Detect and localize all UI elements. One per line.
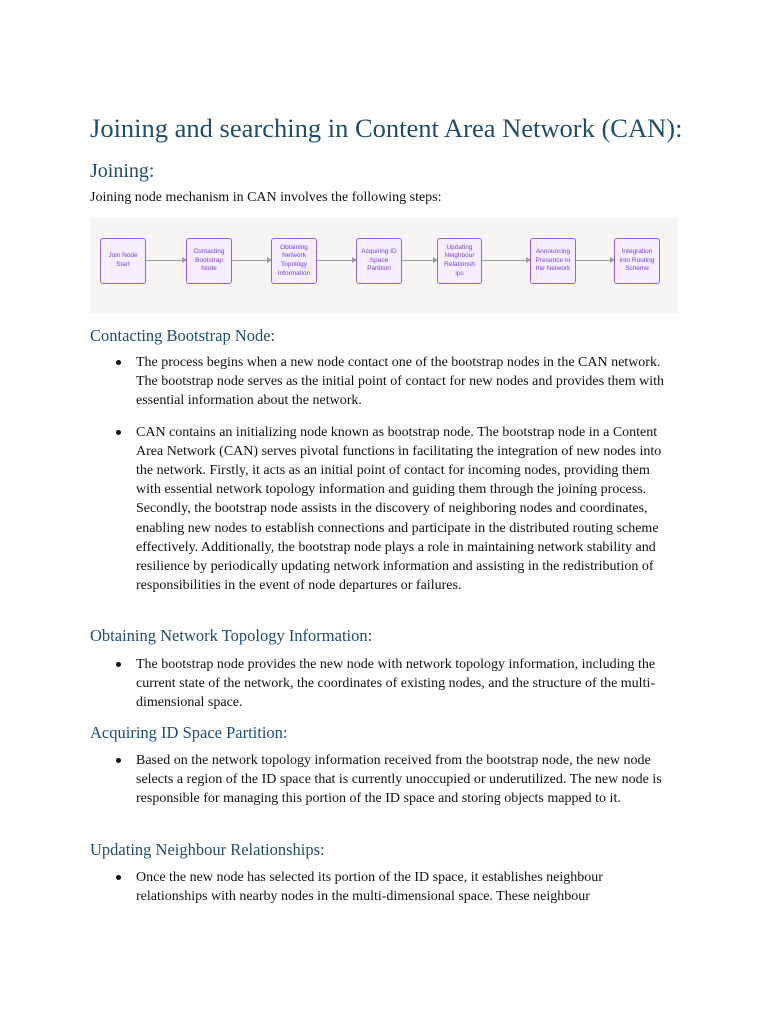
flow-node-acquiring-id: Acquiring ID Space Partition — [356, 238, 402, 284]
bullet-list — [0, 751, 676, 809]
bullet-list — [0, 353, 676, 595]
section-heading-obtaining-topology: Obtaining Network Topology Information: — [90, 626, 373, 645]
flow-node-join-start: Join Node Start — [100, 238, 146, 284]
flow-arrow — [146, 260, 186, 261]
list-item: The bootstrap node provides the new node with network topology information, including the current state of the network, the coordinates of existing nodes, and the structure of the multi-dimensional space. — [0, 655, 676, 713]
joining-flowchart — [90, 218, 678, 313]
section-heading-updating-neighbour: Updating Neighbour Relationships: — [90, 840, 325, 859]
flow-arrow — [576, 260, 614, 261]
flow-arrow — [317, 260, 356, 261]
list-item: The process begins when a new node contact one of the bootstrap nodes in the CAN network. The bootstrap node serves as the initial point of contact for new nodes and provides them with essential information about the network. — [0, 353, 676, 411]
bullet-list — [0, 655, 676, 713]
flow-arrow — [482, 260, 530, 261]
list-item: Once the new node has selected its portion of the ID space, it establishes neighbour relationships with nearby nodes in the multi-dimensional space. These neighbour — [0, 868, 676, 906]
flow-arrow — [232, 260, 271, 261]
joining-heading: Joining: — [90, 160, 155, 182]
page-title: Joining and searching in Content Area Network (CAN): — [90, 113, 683, 143]
flow-arrow — [402, 260, 437, 261]
intro-text: Joining node mechanism in CAN involves the following steps: — [90, 190, 442, 205]
list-item: Based on the network topology information received from the bootstrap node, the new node selects a region of the ID space that is currently unoccupied or underutilized. The new node is responsible for managing this portion of the ID space and storing objects mapped to it. — [0, 751, 676, 809]
flow-node-contacting-bootstrap: Contacting Bootstrap Node — [186, 238, 232, 284]
flow-node-updating-neighbour: Updating Neighbour Relationsh ips — [437, 238, 482, 284]
flow-node-obtaining-topology: Obtaining Network Topology Information — [271, 238, 317, 284]
section-heading-contacting-bootstrap: Contacting Bootstrap Node: — [90, 326, 276, 345]
section-heading-acquiring-id: Acquiring ID Space Partition: — [90, 723, 288, 742]
bullet-list — [0, 868, 676, 906]
flow-node-announcing-presence: Announcing Presence to the Network — [530, 238, 576, 284]
flow-node-integration-routing: Integration into Routing Scheme — [614, 238, 660, 284]
list-item: CAN contains an initializing node known as bootstrap node. The bootstrap node in a Content Area Network (CAN) serves pivotal functions in facilitating the integration of new nodes into the network. Firstly, it acts as an initial point of contact for incoming nodes, providing them with essential network topology information and guiding them through the joining process. Secondly, the bootstrap node assists in the discovery of neighboring nodes and coordinates, enabling new nodes to establish connections and participate in the distributed routing scheme effectively. Additionally, the bootstrap node plays a role in maintaining network stability and resilience by periodically updating network information and assisting in the redistribution of responsibilities in the event of node departures or failures. — [0, 423, 676, 596]
